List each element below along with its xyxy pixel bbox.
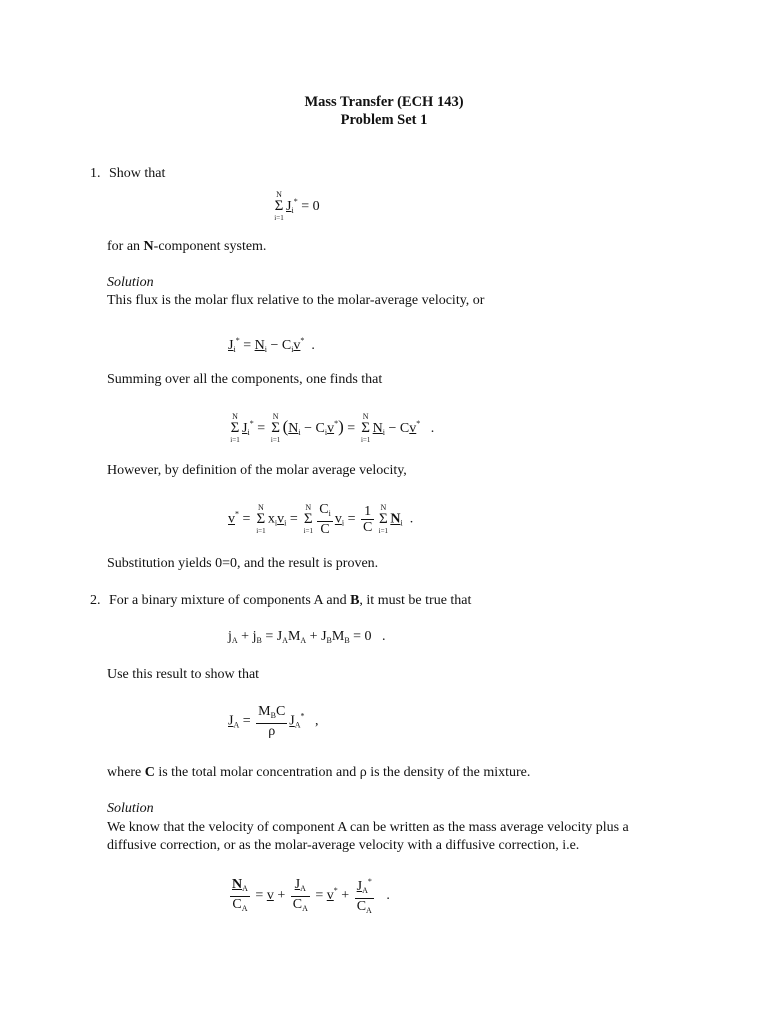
problem-2-where-text: where C is the total molar concentration and ρ is the density of the mixture. xyxy=(107,765,531,780)
problem-1-flux-text: This flux is the molar flux relative to the molar-average velocity, or xyxy=(107,293,485,308)
problem-2-know-line1: We know that the velocity of component A can be written as the mass average velocity plus a xyxy=(107,820,629,835)
problem-1-number: 1. xyxy=(90,166,101,181)
equation-summation: Σ N i=1 $J_i^* = \Sigma$ N i=1 $(N_i - C_iv^*) = \Sigma$ N i=1 $N_i - Cv^*$ . xyxy=(230,412,435,444)
equation-velocity-corrections: $\frac{N_A}{C_A}$ = v + $\frac{J_A}{C_A}$ = v* + $\frac{J_A^*}{C_A}$ . xyxy=(228,874,390,918)
problem-1-conclusion: Substitution yields 0=0, and the result is proven. xyxy=(107,556,379,571)
problem-1-solution-label: Solution xyxy=(107,275,154,290)
problem-2-solution-label: Solution xyxy=(107,801,154,816)
problem-2-number: 2. xyxy=(90,593,101,608)
problem-1-however-text: However, by definition of the molar average velocity, xyxy=(107,463,407,478)
problem-1-component-text: for an N-component system. xyxy=(107,239,267,254)
document-title: Mass Transfer (ECH 143) xyxy=(304,94,464,110)
equation-molar-average-velocity: v* = Σ N i=1 $x_iv_i = \Sigma$ N i=1 $\frac{C_i}{C}$ $v_i$ = $\frac{1}{C}$ Σ N i=1 $N_i$ . xyxy=(228,502,414,537)
problem-2-know-line2: diffusive correction, or as the molar-average velocity with a diffusive correction, i.e. xyxy=(107,838,580,853)
problem-1-intro: Show that xyxy=(109,166,166,181)
equation-binary-mixture: $j_A + j_B = J_AM_A + J_BM_B = 0$ . xyxy=(228,629,386,645)
equation-sum-j-zero: Σ N i=1 $J_i^* = 0$ xyxy=(274,190,320,222)
equation-ja-relation: $J_A$ = $\frac{M_BC}{\rho}$ $J_A^*$ , xyxy=(228,704,319,739)
document-subtitle: Problem Set 1 xyxy=(340,112,428,128)
problem-1-summing-text: Summing over all the components, one finds that xyxy=(107,372,383,387)
equation-flux-definition: $J_i^* = N_i - C_iv^*$ . xyxy=(228,336,315,354)
problem-2-intro: For a binary mixture of components A and B, it must be true that xyxy=(109,593,472,608)
problem-2-use-text: Use this result to show that xyxy=(107,667,260,682)
